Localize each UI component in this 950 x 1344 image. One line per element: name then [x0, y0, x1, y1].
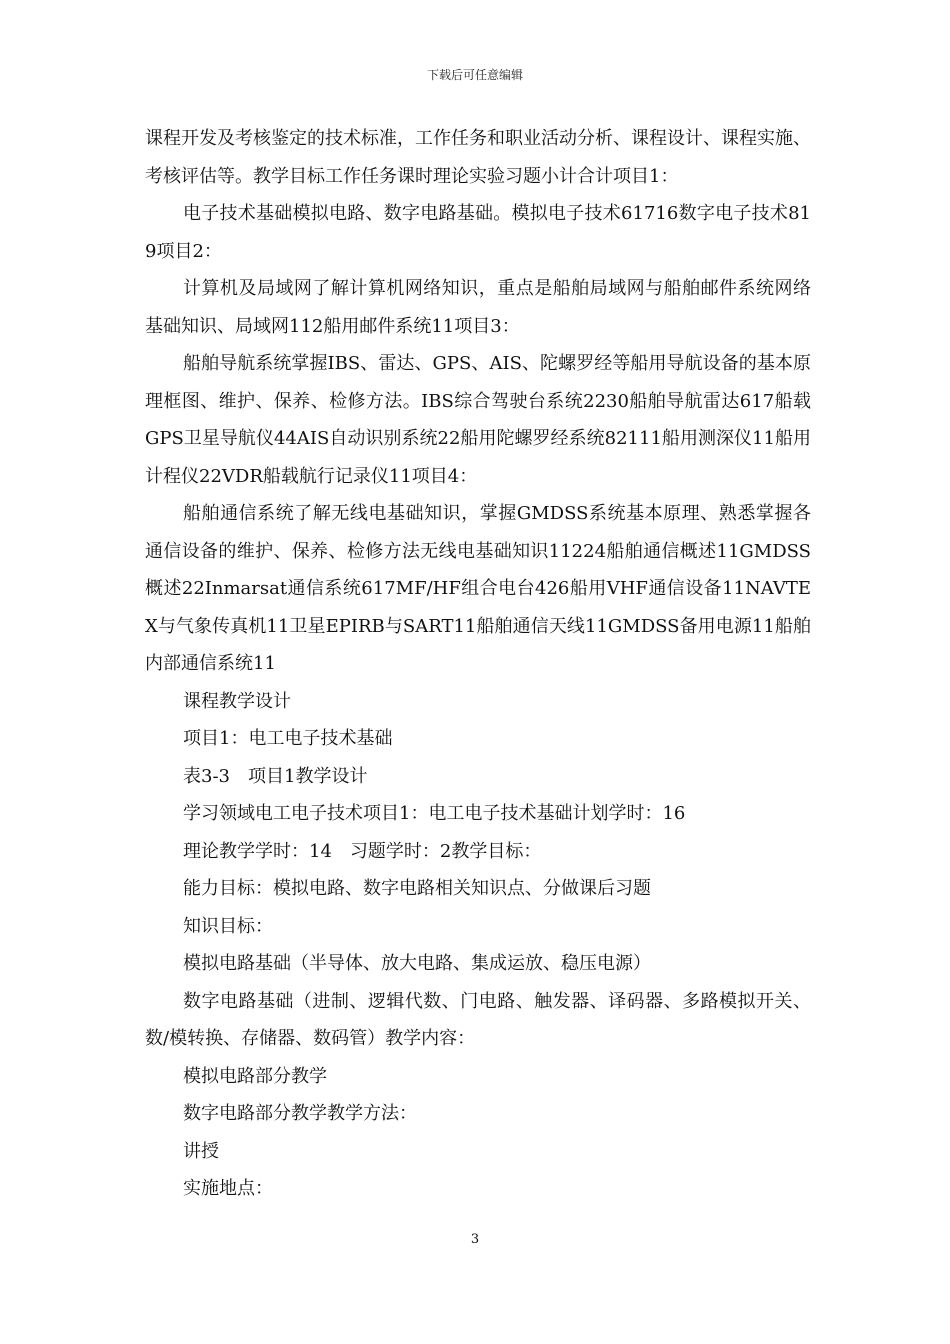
paragraph: 数字电路部分教学教学方法： — [183, 1103, 417, 1124]
paragraph: 课程开发及考核鉴定的技术标准，工作任务和职业活动分析、课程设计、课程实施、考核评估等。教学目标工作任务课时理论实验习题小计合计项目1： — [145, 128, 811, 187]
paragraph: 船舶通信系统了解无线电基础知识，掌握GMDSS系统基本原理、熟悉掌握各通信设备的维护、保养、检修方法无线电基础知识11224船舶通信概述11GMDSS概述22Inmarsat通信系统617MF/HF组合电台426船用VHF通信设备11NAVTEX与气象传真机11卫星EPIRB与SART11船舶通信天线11GMDSS备用电源11船舶内部通信系统11 — [145, 503, 811, 674]
page-header: 下载后可任意编辑 — [426, 68, 523, 82]
section-heading: 课程教学设计 — [183, 690, 291, 712]
paragraph: 理论教学学时：14 习题学时：2教学目标： — [183, 840, 542, 862]
paragraph: 数字电路基础（进制、逻辑代数、门电路、触发器、译码器、多路模拟开关、数/模转换、存储器、数码管）教学内容： — [145, 990, 811, 1049]
document-body — [145, 120, 811, 1208]
paragraph: 讲授 — [183, 1140, 219, 1162]
paragraph: 模拟电路部分教学 — [183, 1065, 327, 1087]
paragraph: 能力目标：模拟电路、数字电路相关知识点、分做课后习题 — [183, 878, 651, 899]
table-caption: 表3-3 项目1教学设计 — [183, 765, 368, 787]
paragraph: 学习领域电工电子技术项目1：电工电子技术基础计划学时：16 — [183, 803, 686, 824]
paragraph: 知识目标： — [183, 915, 273, 937]
paragraph: 计算机及局域网了解计算机网络知识，重点是船舶局域网与船舶邮件系统网络基础知识、局域网112船用邮件系统11项目3： — [145, 278, 811, 337]
paragraph: 电子技术基础模拟电路、数字电路基础。模拟电子技术61716数字电子技术819项目2： — [145, 203, 811, 262]
paragraph: 实施地点： — [183, 1178, 273, 1199]
page-number: 3 — [470, 1232, 480, 1247]
paragraph: 船舶导航系统掌握IBS、雷达、GPS、AIS、陀螺罗经等船用导航设备的基本原理框图、维护、保养、检修方法。IBS综合驾驶台系统2230船舶导航雷达617船载GPS卫星导航仪44AIS自动识别系统22船用陀螺罗经系统82111船用测深仪11船用计程仪22VDR船载航行记录仪11项目4： — [145, 353, 811, 487]
paragraph: 模拟电路基础（半导体、放大电路、集成运放、稳压电源） — [183, 953, 651, 974]
subsection-heading: 项目1：电工电子技术基础 — [183, 728, 393, 749]
